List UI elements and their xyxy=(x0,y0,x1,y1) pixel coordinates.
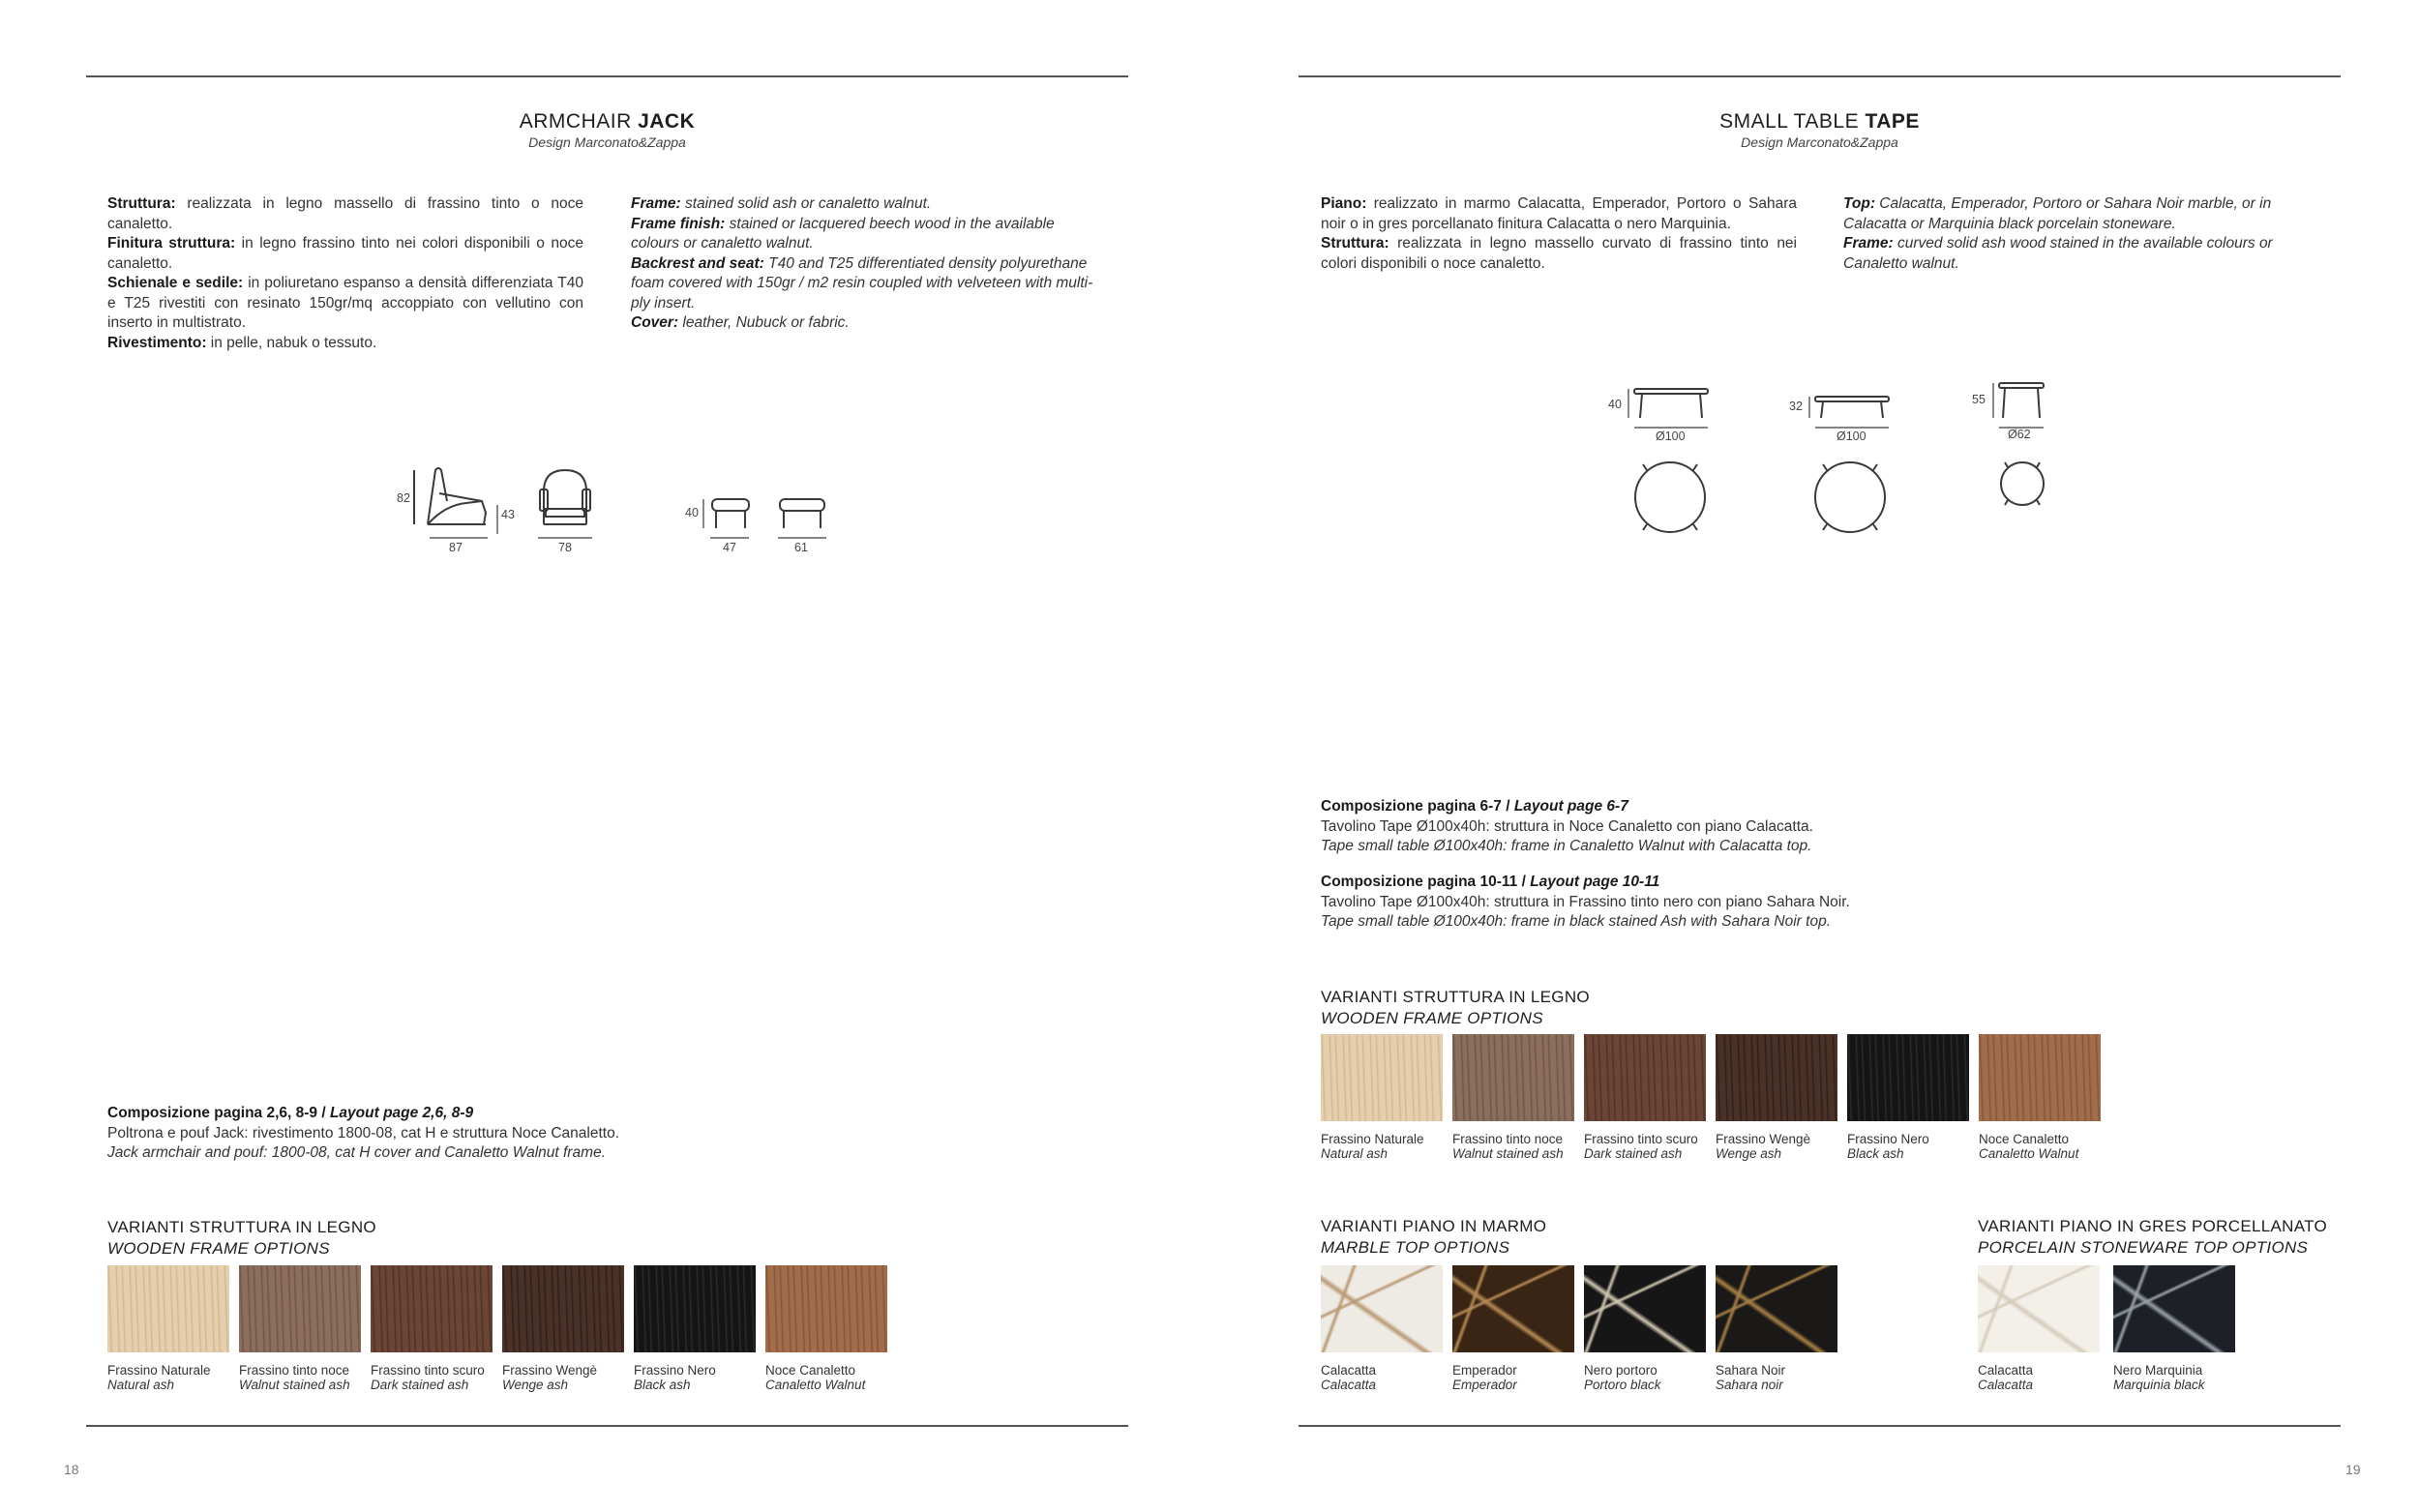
table-1-top-drawing xyxy=(1631,459,1709,536)
swatch-name-it: Frassino Wengè xyxy=(502,1363,598,1378)
composition-left: Composizione pagina 2,6, 8-9 / Layout page 2,6, 8-9 Poltrona e pouf Jack: rivestimento 1800-08, cat H e struttura Noce Canaletto. Jack armchair and pouf: 1800-08, cat H cover and Canaletto Walnut frame. xyxy=(107,1105,619,1161)
swatch-name-en: Natural ash xyxy=(1321,1146,1389,1161)
swatch-name-en: Sahara noir xyxy=(1716,1378,1783,1392)
wood-swatch-caption xyxy=(371,1363,506,1392)
seat-height-line xyxy=(495,505,499,534)
marble-swatch xyxy=(1716,1265,1837,1352)
bottom-rule-right xyxy=(1299,1425,2341,1427)
bottom-rule-left xyxy=(86,1425,1128,1427)
wood-swatch-caption xyxy=(239,1363,374,1392)
wood-swatch xyxy=(371,1265,493,1352)
wood-swatch xyxy=(239,1265,361,1352)
wood-swatch xyxy=(502,1265,624,1352)
wood-options-title-left: VARIANTI STRUTTURA IN LEGNO WOODEN FRAME OPTIONS xyxy=(107,1218,376,1258)
dim-armchair-side-width: 87 xyxy=(449,541,463,554)
marble-swatch xyxy=(1452,1265,1574,1352)
page-title-left: ARMCHAIR JACK xyxy=(519,110,696,133)
swatch-name-it: Nero Marquinia xyxy=(2113,1363,2203,1378)
swatch-name-en: Walnut stained ash xyxy=(1452,1146,1564,1161)
swatch-name-en: Walnut stained ash xyxy=(239,1378,350,1392)
table-3-side-drawing xyxy=(1993,379,2051,433)
composition-right-1: Composizione pagina 6-7 / Layout page 6-7 Tavolino Tape Ø100x40h: struttura in Noce Canaletto con piano Calacatta. Tape small table Ø100x40h: frame in Canaletto Walnut with Calacatta top. xyxy=(1321,798,1813,854)
swatch-name-en: Calacatta xyxy=(1978,1378,2034,1392)
dim-table-1-height: 40 xyxy=(1608,398,1622,411)
wood-swatch xyxy=(1716,1034,1837,1121)
porcelain-options-title: VARIANTI PIANO IN GRES PORCELLANATO PORCELAIN STONEWARE TOP OPTIONS xyxy=(1978,1217,2327,1257)
swatch-name-en: Portoro black xyxy=(1584,1378,1661,1392)
wood-swatch xyxy=(634,1265,756,1352)
marble-swatch xyxy=(1584,1265,1706,1352)
swatch-name-en: Wenge ash xyxy=(1716,1146,1782,1161)
pouf-side-drawing xyxy=(701,495,759,544)
swatch-name-it: Frassino tinto noce xyxy=(239,1363,350,1378)
wood-swatch-caption xyxy=(107,1363,243,1392)
dim-pouf-height: 40 xyxy=(685,506,699,519)
swatch-name-it: Frassino Wengè xyxy=(1716,1132,1811,1146)
swatch-name-it: Frassino tinto scuro xyxy=(371,1363,485,1378)
swatch-name-en: Calacatta xyxy=(1321,1378,1377,1392)
marble-swatch-caption xyxy=(1452,1363,1588,1392)
marble-swatch xyxy=(1321,1265,1443,1352)
swatch-name-it: Frassino Nero xyxy=(1847,1132,1929,1146)
description-it-right: Piano: realizzato in marmo Calacatta, Emperador, Portoro o Sahara noir o in gres porcellanato finitura Calacatta o nero Marquinia. Struttura: realizzata in legno massello curvato di frassino tinto nei colori disponibili o noce canaletto. xyxy=(1321,195,1797,272)
wood-swatch xyxy=(1847,1034,1969,1121)
swatch-name-en: Emperador xyxy=(1452,1378,1517,1392)
marble-swatch xyxy=(1978,1265,2100,1352)
designer-credit-left: Design Marconato&Zappa xyxy=(528,134,686,150)
swatch-name-it: Frassino Naturale xyxy=(107,1363,211,1378)
wood-swatch-caption xyxy=(1979,1132,2114,1161)
swatch-name-it: Calacatta xyxy=(1978,1363,2034,1378)
swatch-name-en: Dark stained ash xyxy=(1584,1146,1683,1161)
swatch-name-en: Canaletto Walnut xyxy=(1979,1146,2079,1161)
wood-swatch-caption xyxy=(1716,1132,1851,1161)
swatch-name-en: Black ash xyxy=(634,1378,691,1392)
armchair-front-drawing xyxy=(534,462,612,549)
designer-credit-right: Design Marconato&Zappa xyxy=(1741,134,1898,150)
swatch-name-it: Frassino Naturale xyxy=(1321,1132,1424,1146)
swatch-name-en: Black ash xyxy=(1847,1146,1904,1161)
table-2-top-drawing xyxy=(1811,459,1889,536)
marble-swatch-caption xyxy=(2113,1363,2249,1392)
dim-table-3-diameter: Ø62 xyxy=(2008,428,2031,441)
swatch-name-en: Natural ash xyxy=(107,1378,175,1392)
wood-swatch-caption xyxy=(502,1363,638,1392)
swatch-name-it: Frassino Nero xyxy=(634,1363,716,1378)
wood-swatch xyxy=(1321,1034,1443,1121)
dim-seat-height: 43 xyxy=(501,508,515,521)
swatch-name-en: Wenge ash xyxy=(502,1378,569,1392)
top-rule-left xyxy=(86,75,1128,77)
armchair-side-drawing xyxy=(406,455,503,551)
page-number-left: 18 xyxy=(64,1462,79,1477)
wood-swatch-caption xyxy=(634,1363,769,1392)
table-1-side-drawing xyxy=(1628,385,1714,433)
wood-swatch xyxy=(107,1265,229,1352)
swatch-name-it: Sahara Noir xyxy=(1716,1363,1786,1378)
wood-swatch xyxy=(765,1265,887,1352)
wood-swatch-caption xyxy=(765,1363,901,1392)
description-en-right: Top: Calacatta, Emperador, Portoro or Sahara Noir marble, or in Calacatta or Marquinia black porcelain stoneware. Frame: curved solid ash wood stained in the available colours or Canaletto walnut. xyxy=(1843,195,2273,272)
dim-table-2-height: 32 xyxy=(1789,400,1803,413)
wood-swatch-caption xyxy=(1584,1132,1719,1161)
wood-swatch xyxy=(1584,1034,1706,1121)
pouf-front-drawing xyxy=(774,495,832,544)
marble-swatch-caption xyxy=(1978,1363,2113,1392)
swatch-name-it: Calacatta xyxy=(1321,1363,1377,1378)
dim-armchair-height: 82 xyxy=(397,491,410,505)
wood-swatch xyxy=(1979,1034,2101,1121)
swatch-name-en: Marquinia black xyxy=(2113,1378,2205,1392)
dim-armchair-front-width: 78 xyxy=(558,541,572,554)
swatch-name-it: Frassino tinto noce xyxy=(1452,1132,1564,1146)
page-number-right: 19 xyxy=(2345,1462,2361,1477)
dim-pouf-side-width: 47 xyxy=(723,541,736,554)
table-2-side-drawing xyxy=(1809,393,1895,433)
wood-swatch xyxy=(1452,1034,1574,1121)
page-title-right: SMALL TABLE TAPE xyxy=(1719,110,1920,133)
marble-options-title: VARIANTI PIANO IN MARMO MARBLE TOP OPTIONS xyxy=(1321,1217,1547,1257)
swatch-name-it: Emperador xyxy=(1452,1363,1517,1378)
swatch-name-it: Nero portoro xyxy=(1584,1363,1657,1378)
dim-table-3-height: 55 xyxy=(1972,393,1986,406)
table-3-top-drawing xyxy=(1997,459,2047,509)
swatch-name-en: Dark stained ash xyxy=(371,1378,469,1392)
wood-swatch-caption xyxy=(1321,1132,1456,1161)
dim-table-2-diameter: Ø100 xyxy=(1837,430,1867,443)
marble-swatch-caption xyxy=(1321,1363,1456,1392)
swatch-name-en: Canaletto Walnut xyxy=(765,1378,866,1392)
marble-swatch-caption xyxy=(1584,1363,1719,1392)
wood-swatch-caption xyxy=(1452,1132,1588,1161)
dim-pouf-front-width: 61 xyxy=(794,541,808,554)
wood-options-title-right: VARIANTI STRUTTURA IN LEGNO WOODEN FRAME OPTIONS xyxy=(1321,988,1590,1027)
description-en-left: Frame: stained solid ash or canaletto walnut. Frame finish: stained or lacquered beech wood in the available colours or canaletto walnut. Backrest and seat: T40 and T25 differentiated density polyurethane foam covered with 150gr / m2 resin coupled with velveteen with multi-ply insert. Cover: leather, Nubuck or fabric. xyxy=(631,195,1093,331)
top-rule-right xyxy=(1299,75,2341,77)
marble-swatch-caption xyxy=(1716,1363,1851,1392)
swatch-name-it: Noce Canaletto xyxy=(1979,1132,2070,1146)
description-it-left: Struttura: realizzata in legno massello di frassino tinto o noce canaletto. Finitura struttura: in legno frassino tinto nei colori disponibili o noce canaletto. Schienale e sedile: in poliuretano espanso a densità differenziata T40 e T25 rivestiti con resinato 150gr/mq accoppiato con vellutino con inserto in multistrato. Rivestimento: in pelle, nabuk o tessuto. xyxy=(107,195,583,351)
composition-right-2: Composizione pagina 10-11 / Layout page 10-11 Tavolino Tape Ø100x40h: struttura in Frassino tinto nero con piano Sahara Noir. Tape small table Ø100x40h: frame in black stained Ash with Sahara Noir top. xyxy=(1321,874,1850,930)
wood-swatch-caption xyxy=(1847,1132,1983,1161)
swatch-name-it: Noce Canaletto xyxy=(765,1363,856,1378)
swatch-name-it: Frassino tinto scuro xyxy=(1584,1132,1698,1146)
dim-table-1-diameter: Ø100 xyxy=(1656,430,1686,443)
marble-swatch xyxy=(2113,1265,2235,1352)
